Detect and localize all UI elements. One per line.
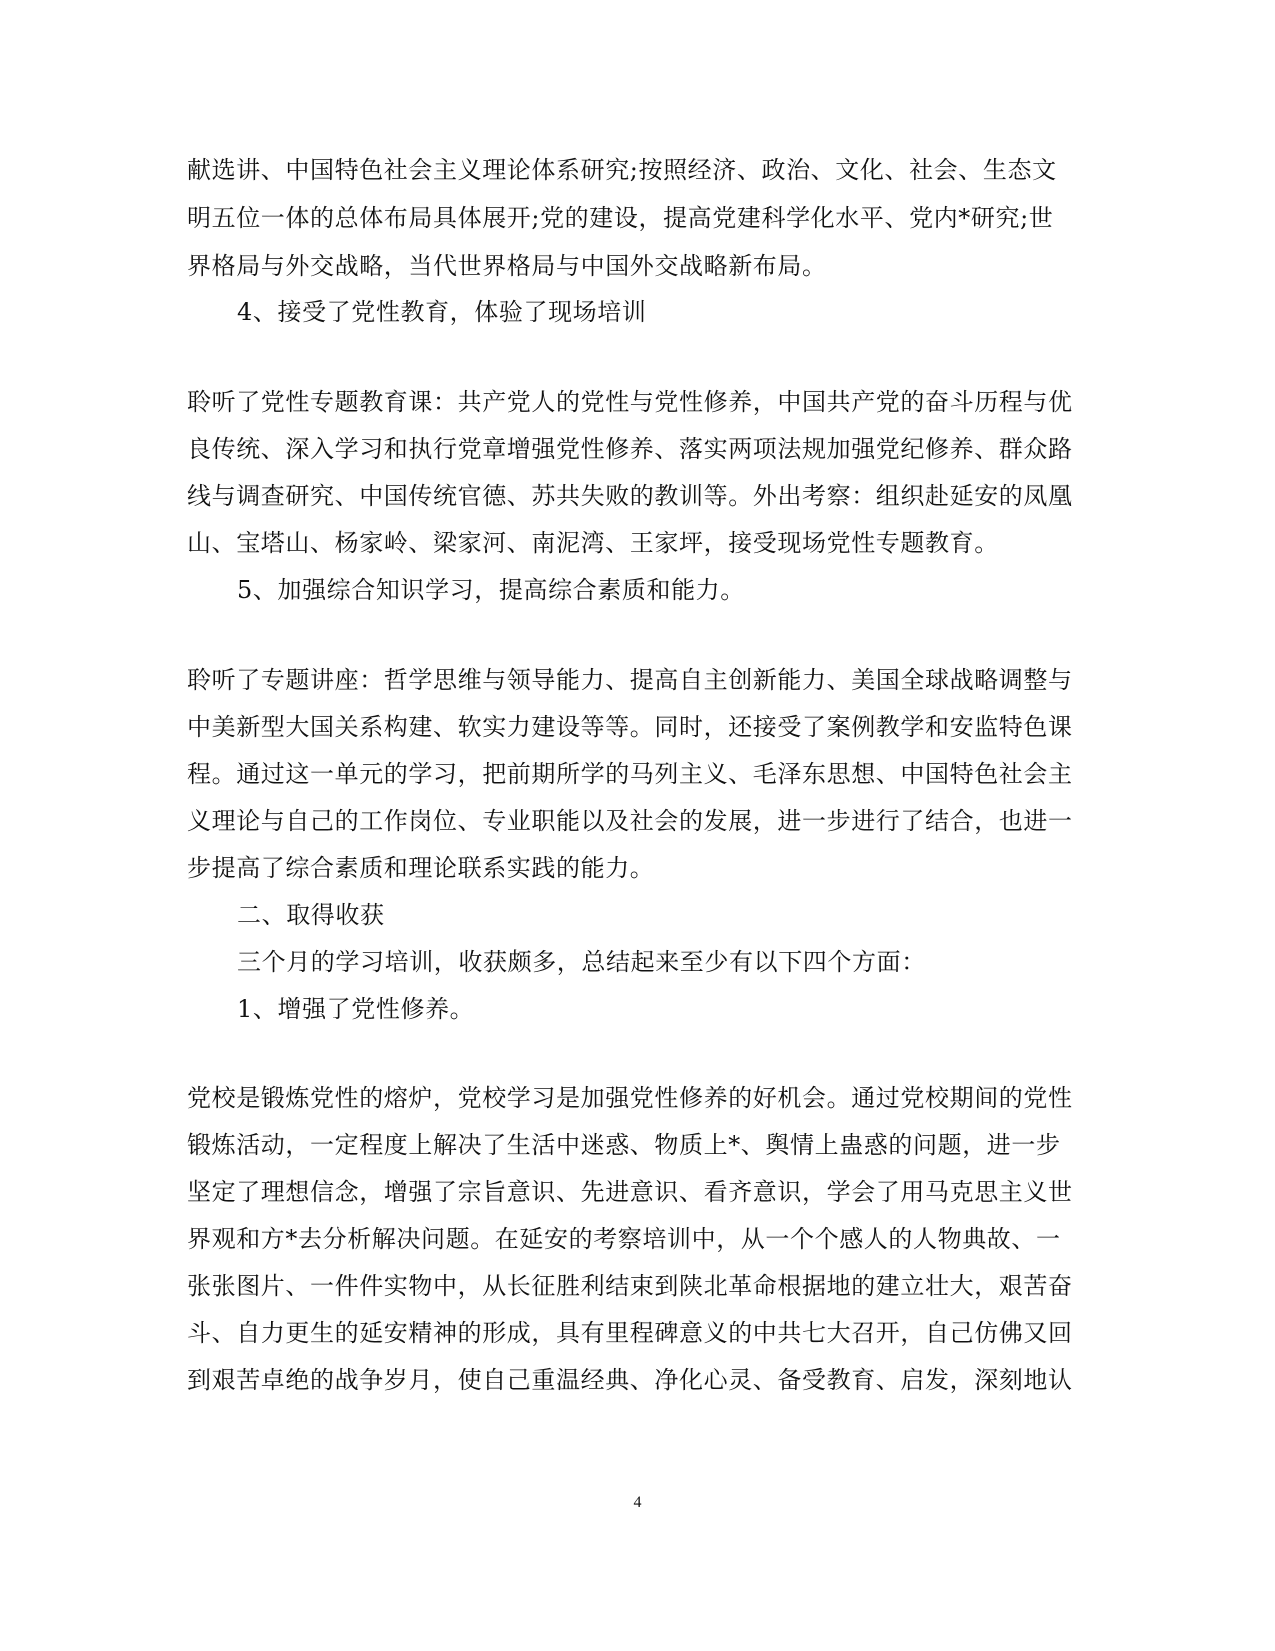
text-line: 献选讲、中国特色社会主义理论体系研究;按照经济、政治、文化、社会、生态文 [187, 156, 1057, 184]
text-line: 中美新型大国关系构建、软实力建设等等。同时，还接受了案例教学和安监特色课 [187, 713, 1073, 741]
text-line: 线与调查研究、中国传统官德、苏共失败的教训等。外出考察：组织赴延安的凤凰 [187, 482, 1073, 510]
numbered-heading: 1、增强了党性修养。 [237, 995, 475, 1023]
numbered-heading: 5、加强综合知识学习，提高综合素质和能力。 [237, 576, 745, 604]
section-heading: 二、取得收获 [237, 901, 385, 929]
text-line: 界格局与外交战略，当代世界格局与中国外交战略新布局。 [187, 252, 827, 280]
text-line: 山、宝塔山、杨家岭、梁家河、南泥湾、王家坪，接受现场党性专题教育。 [187, 529, 999, 557]
text-line: 步提高了综合素质和理论联系实践的能力。 [187, 854, 655, 882]
text-line: 界观和方*去分析解决问题。在延安的考察培训中，从一个个感人的人物典故、一 [187, 1225, 1061, 1253]
text-line: 明五位一体的总体布局具体展开;党的建设，提高党建科学化水平、党内*研究;世 [187, 204, 1054, 232]
page-number: 4 [633, 1494, 642, 1511]
text-line: 聆听了专题讲座：哲学思维与领导能力、提高自主创新能力、美国全球战略调整与 [187, 666, 1073, 694]
text-line: 聆听了党性专题教育课：共产党人的党性与党性修养，中国共产党的奋斗历程与优 [187, 388, 1073, 416]
text-line: 锻炼活动，一定程度上解决了生活中迷惑、物质上*、舆情上蛊惑的问题，进一步 [187, 1131, 1061, 1159]
text-line: 斗、自力更生的延安精神的形成，具有里程碑意义的中共七大召开，自己仿佛又回 [187, 1319, 1073, 1347]
text-line: 坚定了理想信念，增强了宗旨意识、先进意识、看齐意识，学会了用马克思主义世 [187, 1178, 1073, 1206]
text-line: 良传统、深入学习和执行党章增强党性修养、落实两项法规加强党纪修养、群众路 [187, 435, 1073, 463]
numbered-heading: 4、接受了党性教育，体验了现场培训 [237, 298, 647, 326]
text-line: 义理论与自己的工作岗位、专业职能以及社会的发展，进一步进行了结合，也进一 [187, 807, 1073, 835]
text-line: 程。通过这一单元的学习，把前期所学的马列主义、毛泽东思想、中国特色社会主 [187, 760, 1073, 788]
text-line: 张张图片、一件件实物中，从长征胜利结束到陕北革命根据地的建立壮大，艰苦奋 [187, 1272, 1073, 1300]
text-line: 到艰苦卓绝的战争岁月，使自己重温经典、净化心灵、备受教育、启发，深刻地认 [187, 1366, 1073, 1394]
text-line: 党校是锻炼党性的熔炉，党校学习是加强党性修养的好机会。通过党校期间的党性 [187, 1084, 1073, 1112]
text-line: 三个月的学习培训，收获颇多，总结起来至少有以下四个方面： [237, 948, 926, 976]
